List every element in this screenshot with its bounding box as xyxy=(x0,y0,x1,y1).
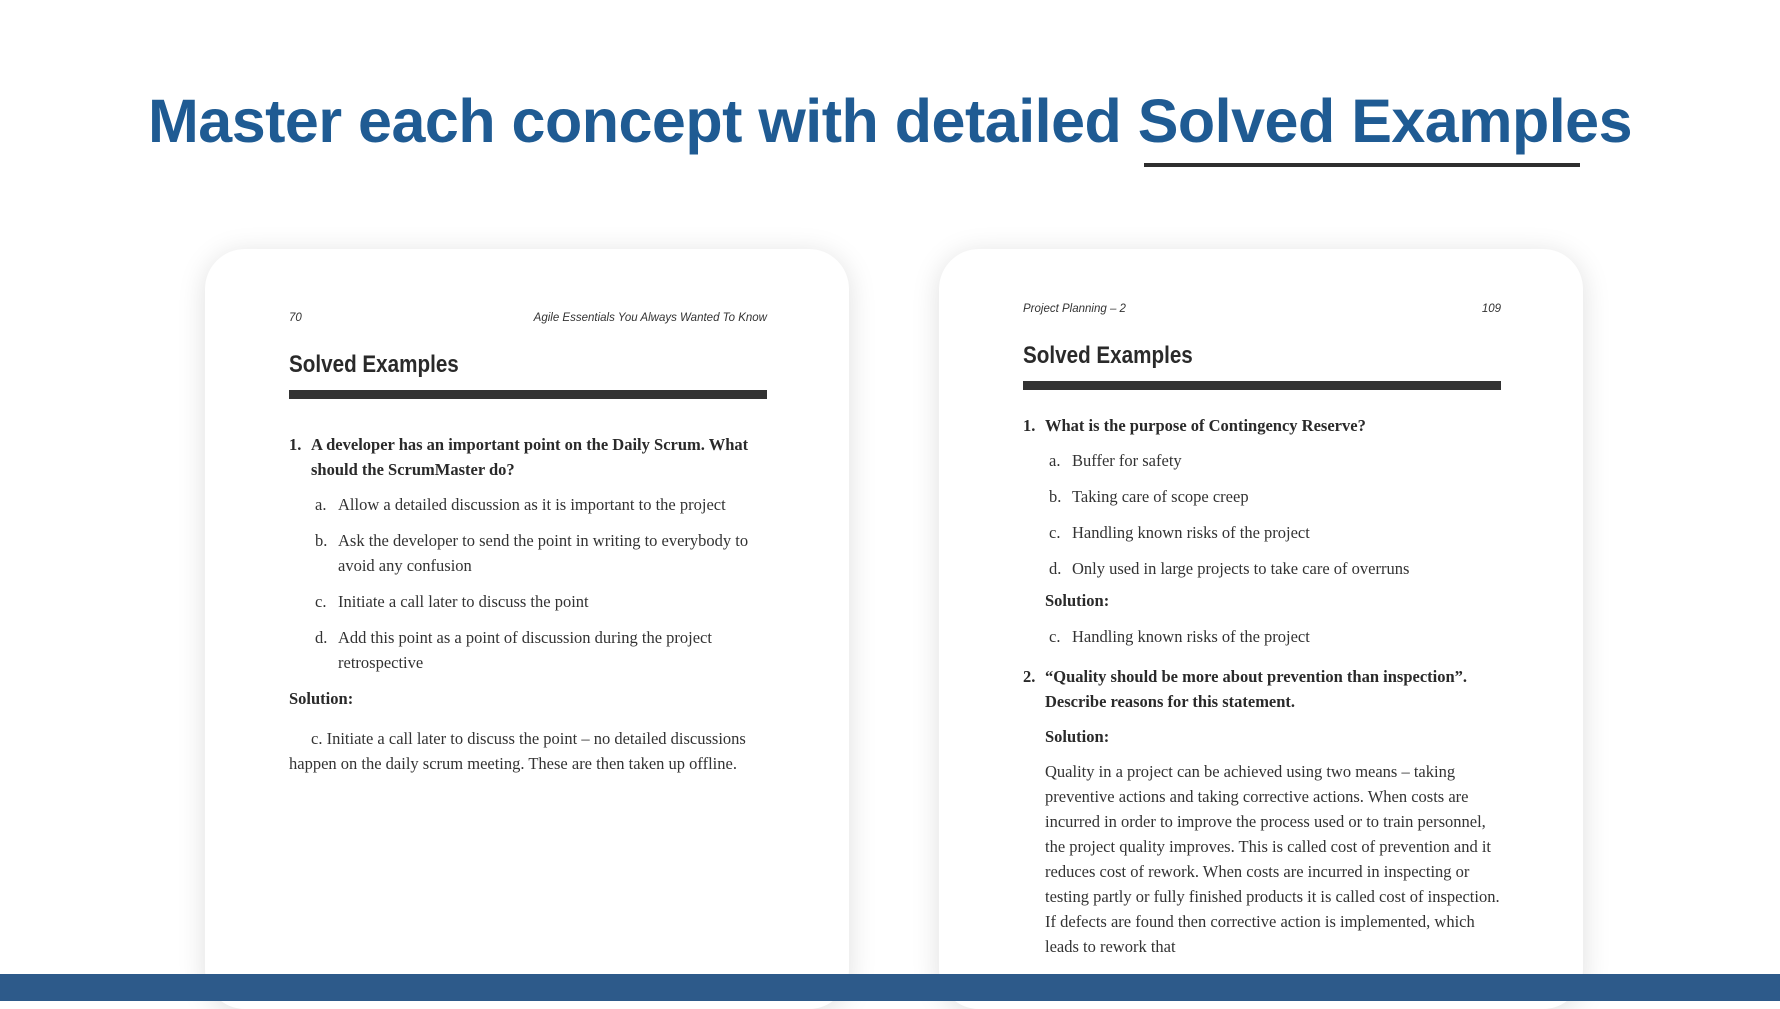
right-solution-2-label: Solution: xyxy=(1045,727,1110,746)
right-section-title: Solved Examples xyxy=(1023,342,1193,369)
left-solution-text: c. Initiate a call later to discuss the point – no detailed discussions happen on the daily scrum meeting. These are then taken up offline. xyxy=(289,729,746,773)
headline-prefix: Master each concept with detailed xyxy=(147,87,1138,155)
right-question-2-number: 2. xyxy=(1023,667,1036,686)
option-letter: c. xyxy=(1049,523,1061,542)
right-option xyxy=(1023,484,1501,509)
left-question xyxy=(289,432,767,482)
right-options xyxy=(1023,448,1501,581)
left-running-header xyxy=(289,312,767,324)
right-chapter-title: Project Planning – 2 xyxy=(1023,303,1126,315)
right-section-rule xyxy=(1023,381,1501,390)
right-page-number: 109 xyxy=(1481,303,1501,315)
option-text: Taking care of scope creep xyxy=(1072,487,1249,506)
right-book-page xyxy=(939,249,1583,1009)
option-text: Handling known risks of the project xyxy=(1072,523,1310,542)
left-solution-label: Solution: xyxy=(289,689,354,708)
right-running-header xyxy=(1023,303,1501,315)
left-option xyxy=(289,492,767,517)
left-option xyxy=(289,528,767,578)
left-question-number: 1. xyxy=(289,435,302,454)
left-page-body xyxy=(289,432,767,776)
option-text: Only used in large projects to take care of overruns xyxy=(1072,559,1410,578)
option-letter: c. xyxy=(1049,627,1061,646)
left-options xyxy=(289,492,767,675)
right-page-body xyxy=(1023,413,1501,959)
left-page-number: 70 xyxy=(289,312,302,324)
headline xyxy=(0,86,1780,156)
right-solution-1-label: Solution: xyxy=(1045,591,1110,610)
option-letter: b. xyxy=(1049,487,1062,506)
option-text: Buffer for safety xyxy=(1072,451,1182,470)
option-text: Initiate a call later to discuss the point xyxy=(338,592,589,611)
option-letter: c. xyxy=(315,592,327,611)
left-option xyxy=(289,589,767,614)
right-question-1-text: What is the purpose of Contingency Reserve? xyxy=(1045,416,1366,435)
option-text: Ask the developer to send the point in writing to everybody to avoid any confusion xyxy=(338,531,749,575)
option-letter: d. xyxy=(315,628,328,647)
right-solution-2-text: Quality in a project can be achieved using two means – taking preventive actions and taking corrective actions. When costs are incurred in order to improve the process used or to train personnel, the project quality improves. This is called cost of prevention and it reduces cost of rework. When costs are incurred in inspecting or testing partly or fully finished products it is called cost of inspection. If defects are found then corrective action is implemented, which leads to rework that xyxy=(1045,762,1500,956)
headline-highlight: Solved Examples xyxy=(1137,87,1633,155)
option-text: Add this point as a point of discussion during the project retrospective xyxy=(338,628,712,672)
right-question-2-text: “Quality should be more about prevention than inspection”. Describe reasons for this statement. xyxy=(1045,667,1468,711)
right-solution-1-answer xyxy=(1023,624,1501,649)
right-option xyxy=(1023,448,1501,473)
left-section-title: Solved Examples xyxy=(289,351,459,378)
option-letter: b. xyxy=(315,531,328,550)
headline-underline xyxy=(1144,163,1580,167)
option-letter: a. xyxy=(315,495,327,514)
left-section-rule xyxy=(289,390,767,399)
option-letter: a. xyxy=(1049,451,1061,470)
left-question-text: A developer has an important point on the Daily Scrum. What should the ScrumMaster do? xyxy=(311,435,749,479)
right-question-2 xyxy=(1023,664,1501,714)
right-question-1-number: 1. xyxy=(1023,416,1036,435)
left-option xyxy=(289,625,767,675)
right-option xyxy=(1023,556,1501,581)
option-text: Allow a detailed discussion as it is important to the project xyxy=(338,495,726,514)
left-book-page xyxy=(205,249,849,1009)
right-option xyxy=(1023,520,1501,545)
option-text: Handling known risks of the project xyxy=(1072,627,1310,646)
left-running-title: Agile Essentials You Always Wanted To Know xyxy=(533,312,767,324)
option-letter: d. xyxy=(1049,559,1062,578)
right-question-1 xyxy=(1023,413,1501,438)
footer-bar xyxy=(0,974,1780,1001)
